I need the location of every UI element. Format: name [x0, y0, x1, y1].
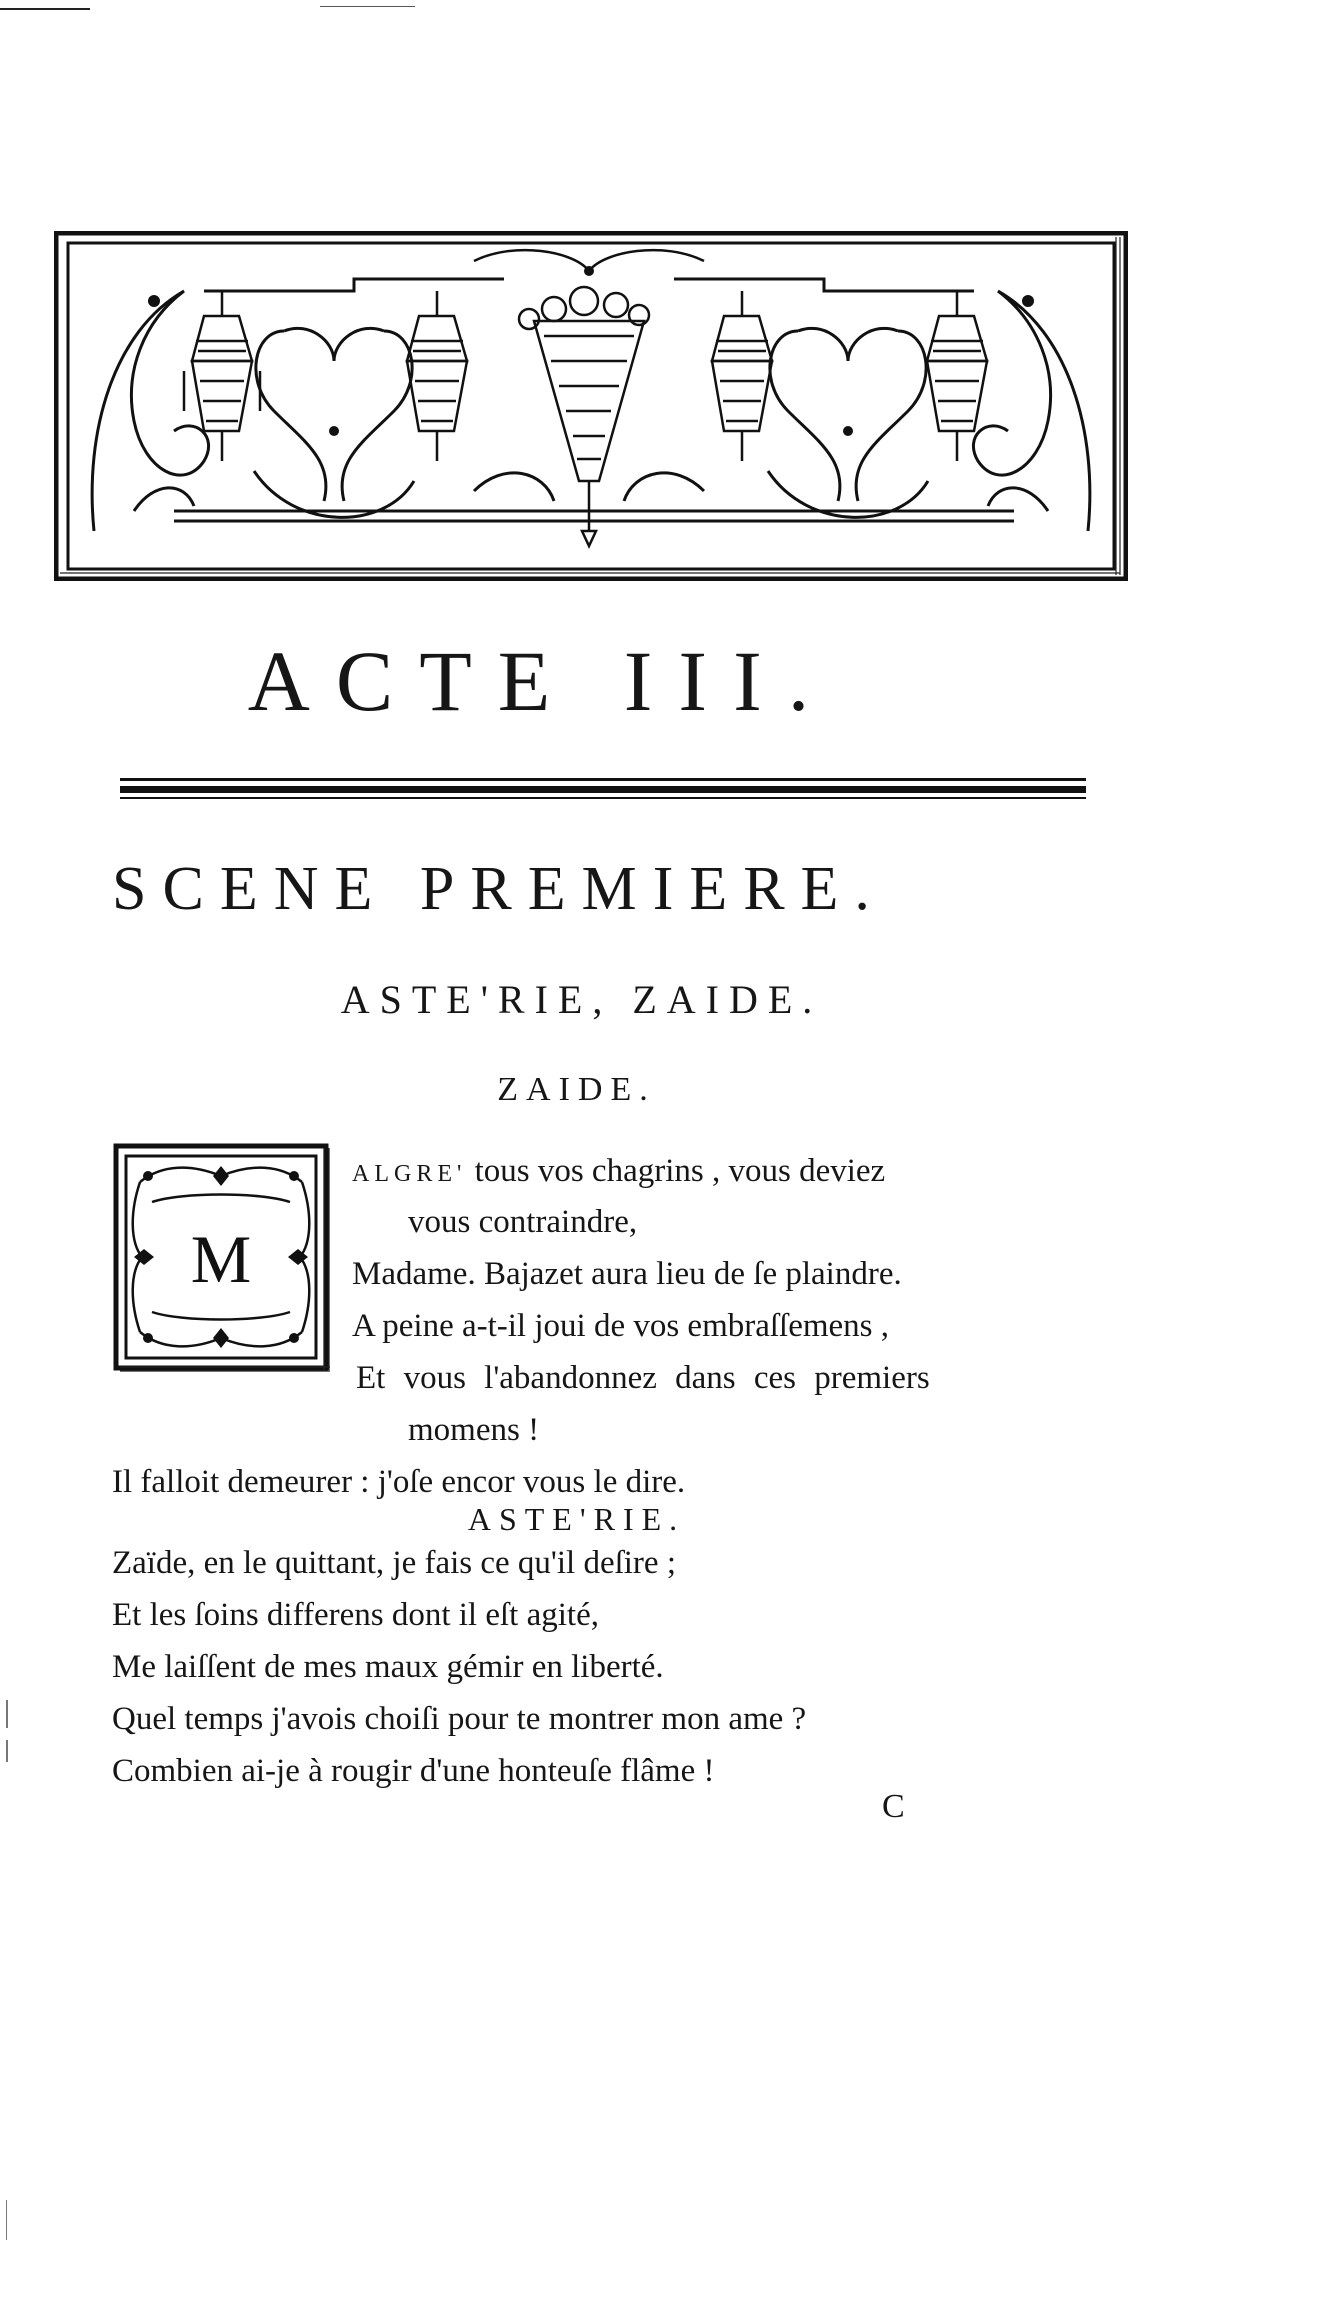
margin-mark	[6, 1700, 8, 1728]
margin-mark	[6, 2200, 7, 2240]
rule-line-top	[120, 778, 1086, 781]
verse-line-9: Et les ſoins differens dont il eſt agité,	[112, 1597, 599, 1633]
margin-mark	[6, 1740, 8, 1762]
headpiece-ornament	[54, 231, 1128, 581]
verse-line-7: Il falloit demeurer : j'oſe encor vous le dire.	[112, 1464, 686, 1500]
verse-line-8: Zaïde, en le quittant, je fais ce qu'il deſire ;	[112, 1545, 676, 1581]
ornament-engraving	[54, 231, 1128, 581]
verse-line-2: vous contraindre,	[408, 1204, 638, 1240]
verse-line-4: A peine a-t-il joui de vos embraſſemens ,	[352, 1308, 890, 1344]
verse-line-10: Me laiſſent de mes maux gémir en liberté.	[112, 1649, 664, 1685]
verse-line-6: momens !	[408, 1412, 540, 1448]
speaker-asterie-text: ASTE'RIE.	[467, 1501, 686, 1537]
characters-text: ASTE'RIE, ZAIDE.	[340, 977, 823, 1022]
dropcap-ornament	[112, 1142, 334, 1374]
act-heading	[0, 633, 1323, 729]
top-edge-mark	[320, 6, 415, 7]
dropcap-letter: M	[190, 1221, 252, 1297]
top-edge-rule	[0, 8, 90, 10]
verse-line-1-text: tous vos chagrins , vous deviez	[466, 1153, 886, 1189]
verse-line-11: Quel temps j'avois choiſi pour te montrer mon ame ?	[112, 1701, 807, 1737]
rule-line-middle	[120, 786, 1086, 793]
catchword: C	[882, 1788, 905, 1825]
scene-heading: SCENE PREMIERE.	[112, 855, 886, 923]
speaker-zaide	[0, 1073, 1323, 1107]
verse-line-12: Combien ai-je à rougir d'une honteuſe flâme !	[112, 1753, 715, 1789]
dropcap-continuation: ALGRE'	[352, 1161, 467, 1187]
verse-line-1	[352, 1155, 885, 1188]
speaker-zaide-text: ZAIDE.	[497, 1071, 656, 1108]
act-heading-text: ACTE III.	[247, 633, 836, 729]
dropcap-frame	[112, 1142, 334, 1374]
section-divider-rule	[120, 778, 1086, 806]
characters-list	[0, 977, 1323, 1022]
verse-line-3: Madame. Bajazet aura lieu de ſe plaindre.	[352, 1256, 902, 1292]
rule-line-bottom	[120, 797, 1086, 799]
verse-line-5: Et vous l'abandonnez dans ces premiers	[356, 1360, 930, 1396]
speaker-asterie	[0, 1503, 1323, 1535]
